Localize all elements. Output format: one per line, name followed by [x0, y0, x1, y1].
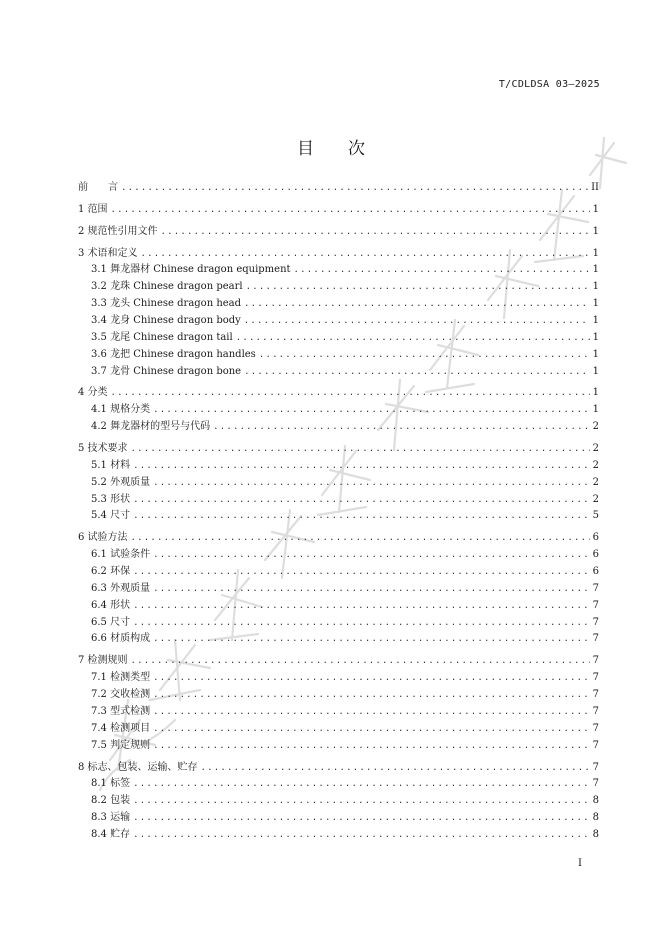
toc-entry-label: 7.4 检测项目 [91, 722, 151, 734]
toc-entry-page: 2 [592, 443, 599, 455]
toc-leader-dots [236, 330, 590, 347]
toc-entry-page: 7 [592, 633, 599, 645]
toc-entry-label: 2 规范性引用文件 [78, 225, 158, 237]
toc-entry-page: 6 [592, 549, 599, 561]
toc-entry[interactable] [78, 760, 599, 777]
toc-leader-dots [161, 224, 590, 241]
table-of-contents [78, 180, 599, 844]
toc-entry-label: 6.2 环保 [91, 566, 131, 578]
toc-entry-label: 8.1 标签 [91, 778, 131, 790]
toc-leader-dots [153, 402, 590, 419]
toc-entry-page: 7 [592, 722, 599, 734]
toc-entry[interactable] [78, 581, 599, 598]
toc-entry-page: 1 [592, 387, 599, 399]
toc-leader-dots [153, 721, 590, 738]
toc-entry[interactable] [78, 313, 599, 330]
toc-leader-dots [141, 246, 590, 263]
toc-entry-label: 1 范围 [78, 203, 108, 215]
toc-entry-page: 7 [592, 705, 599, 717]
toc-entry[interactable] [78, 810, 599, 827]
toc-entry-label: 3.3 龙头 Chinese dragon head [91, 298, 242, 310]
page-title [0, 134, 662, 159]
toc-leader-dots [111, 202, 590, 219]
toc-entry-page: 2 [592, 476, 599, 488]
toc-entry-page: 2 [592, 421, 599, 433]
toc-entry-label: 3.1 舞龙器材 Chinese dragon equipment [91, 264, 291, 276]
toc-entry-page: II [591, 182, 599, 193]
toc-leader-dots [133, 827, 590, 844]
toc-entry-page: 1 [592, 264, 599, 276]
toc-leader-dots [131, 653, 590, 670]
toc-entry[interactable] [78, 330, 599, 347]
toc-entry-label: 6.5 尺寸 [91, 616, 131, 628]
toc-entry[interactable] [78, 670, 599, 687]
title-char-1: 目 [297, 139, 314, 159]
toc-entry[interactable] [78, 547, 599, 564]
toc-entry-label: 5.3 形状 [91, 493, 131, 505]
toc-entry-page: 6 [592, 532, 599, 544]
toc-entry[interactable] [78, 180, 599, 197]
toc-entry-page: 7 [592, 761, 599, 773]
toc-entry[interactable] [78, 419, 599, 436]
toc-entry[interactable] [78, 402, 599, 419]
toc-entry-label: 6.6 材质构成 [91, 633, 151, 645]
toc-entry[interactable] [78, 246, 599, 263]
toc-entry-page: 8 [592, 795, 599, 807]
toc-leader-dots [133, 776, 590, 793]
toc-leader-dots [294, 262, 590, 279]
toc-entry[interactable] [78, 704, 599, 721]
toc-entry-page: 1 [592, 331, 599, 343]
toc-leader-dots [201, 760, 590, 777]
toc-entry-label: 5.2 外观质量 [91, 476, 151, 488]
toc-entry[interactable] [78, 441, 599, 458]
toc-entry[interactable] [78, 827, 599, 844]
toc-entry[interactable] [78, 653, 599, 670]
toc-entry[interactable] [78, 631, 599, 648]
toc-entry-page: 2 [592, 459, 599, 471]
toc-leader-dots [259, 347, 590, 364]
toc-entry[interactable] [78, 492, 599, 509]
toc-entry[interactable] [78, 202, 599, 219]
toc-entry-page: 7 [592, 599, 599, 611]
toc-entry-page: 1 [592, 203, 599, 215]
toc-entry-label: 3.2 龙珠 Chinese dragon pearl [91, 281, 243, 293]
toc-entry-page: 7 [592, 739, 599, 751]
toc-entry-label: 7 检测规则 [78, 655, 128, 667]
toc-entry-page: 7 [592, 689, 599, 701]
toc-entry-page: 7 [592, 582, 599, 594]
toc-entry-label: 8.3 运输 [91, 812, 131, 824]
toc-entry[interactable] [78, 721, 599, 738]
toc-entry-page: 2 [592, 493, 599, 505]
toc-entry-label: 5.4 尺寸 [91, 510, 131, 522]
toc-entry[interactable] [78, 279, 599, 296]
toc-entry[interactable] [78, 530, 599, 547]
toc-entry-label: 3.6 龙把 Chinese dragon handles [91, 348, 256, 360]
toc-entry-label: 7.3 型式检测 [91, 705, 151, 717]
toc-entry-label: 6.4 形状 [91, 599, 131, 611]
toc-entry[interactable] [78, 364, 599, 381]
toc-entry-page: 6 [592, 566, 599, 578]
toc-entry[interactable] [78, 738, 599, 755]
toc-entry[interactable] [78, 458, 599, 475]
toc-leader-dots [244, 296, 590, 313]
toc-entry-page: 1 [592, 365, 599, 377]
toc-leader-dots [131, 441, 590, 458]
toc-entry-page: 7 [592, 655, 599, 667]
toc-entry-page: 5 [592, 510, 599, 522]
toc-leader-dots [244, 313, 590, 330]
toc-entry[interactable] [78, 296, 599, 313]
toc-entry[interactable] [78, 385, 599, 402]
toc-leader-dots [153, 687, 590, 704]
toc-leader-dots [153, 631, 590, 648]
toc-leader-dots [153, 670, 590, 687]
page-number: I [578, 858, 582, 869]
toc-entry-label: 前 言 [78, 182, 118, 193]
toc-entry-page: 7 [592, 778, 599, 790]
toc-leader-dots [153, 475, 590, 492]
toc-entry-label: 6 试验方法 [78, 532, 128, 544]
toc-entry-label: 7.2 交收检测 [91, 689, 151, 701]
toc-entry-page: 1 [592, 404, 599, 416]
toc-entry[interactable] [78, 598, 599, 615]
toc-entry-label: 8 标志、包装、运输、贮存 [78, 761, 198, 773]
toc-entry[interactable] [78, 224, 599, 241]
toc-entry-page: 7 [592, 672, 599, 684]
toc-entry-page: 1 [592, 281, 599, 293]
toc-entry-label: 4.1 规格分类 [91, 404, 151, 416]
toc-entry-label: 3.4 龙身 Chinese dragon body [91, 315, 241, 327]
toc-entry[interactable] [78, 687, 599, 704]
toc-entry[interactable] [78, 615, 599, 632]
toc-leader-dots [133, 810, 590, 827]
toc-leader-dots [133, 793, 590, 810]
toc-leader-dots [133, 508, 590, 525]
toc-leader-dots [133, 492, 590, 509]
toc-leader-dots [153, 738, 590, 755]
toc-entry[interactable] [78, 564, 599, 581]
toc-entry-page: 1 [592, 348, 599, 360]
toc-leader-dots [153, 547, 590, 564]
toc-entry-label: 5 技术要求 [78, 443, 128, 455]
toc-entry[interactable] [78, 475, 599, 492]
toc-entry-page: 1 [592, 247, 599, 259]
toc-entry-label: 6.3 外观质量 [91, 582, 151, 594]
toc-leader-dots [153, 704, 590, 721]
toc-entry-page: 1 [592, 315, 599, 327]
document-code: T/CDLDSA 03—2025 [498, 79, 600, 90]
toc-entry-label: 3 术语和定义 [78, 247, 138, 259]
toc-leader-dots [131, 530, 590, 547]
toc-entry-label: 4.2 舞龙器材的型号与代码 [91, 421, 211, 433]
toc-entry-page: 7 [592, 616, 599, 628]
toc-leader-dots [111, 385, 590, 402]
toc-entry-label: 6.1 试验条件 [91, 549, 151, 561]
toc-entry-page: 8 [592, 828, 599, 840]
toc-leader-dots [133, 564, 590, 581]
toc-entry-label: 7.5 判定规则 [91, 739, 151, 751]
toc-entry-label: 3.5 龙尾 Chinese dragon tail [91, 331, 233, 343]
toc-leader-dots [133, 615, 590, 632]
toc-entry-page: 1 [592, 225, 599, 237]
toc-entry[interactable] [78, 347, 599, 364]
toc-entry-label: 7.1 检测类型 [91, 672, 151, 684]
toc-leader-dots [133, 458, 590, 475]
toc-entry-label: 8.2 包装 [91, 795, 131, 807]
toc-leader-dots [213, 419, 590, 436]
toc-entry-page: 1 [592, 298, 599, 310]
toc-leader-dots [121, 180, 588, 197]
toc-leader-dots [153, 581, 590, 598]
toc-entry-page: 8 [592, 812, 599, 824]
toc-entry-label: 8.4 贮存 [91, 828, 131, 840]
toc-entry[interactable] [78, 262, 599, 279]
toc-entry[interactable] [78, 776, 599, 793]
toc-entry-label: 4 分类 [78, 387, 108, 399]
toc-entry[interactable] [78, 793, 599, 810]
title-char-2: 次 [348, 139, 365, 159]
toc-leader-dots [244, 364, 590, 381]
toc-entry[interactable] [78, 508, 599, 525]
toc-entry-label: 5.1 材料 [91, 459, 131, 471]
toc-entry-label: 3.7 龙骨 Chinese dragon bone [91, 365, 242, 377]
toc-leader-dots [133, 598, 590, 615]
toc-leader-dots [246, 279, 590, 296]
